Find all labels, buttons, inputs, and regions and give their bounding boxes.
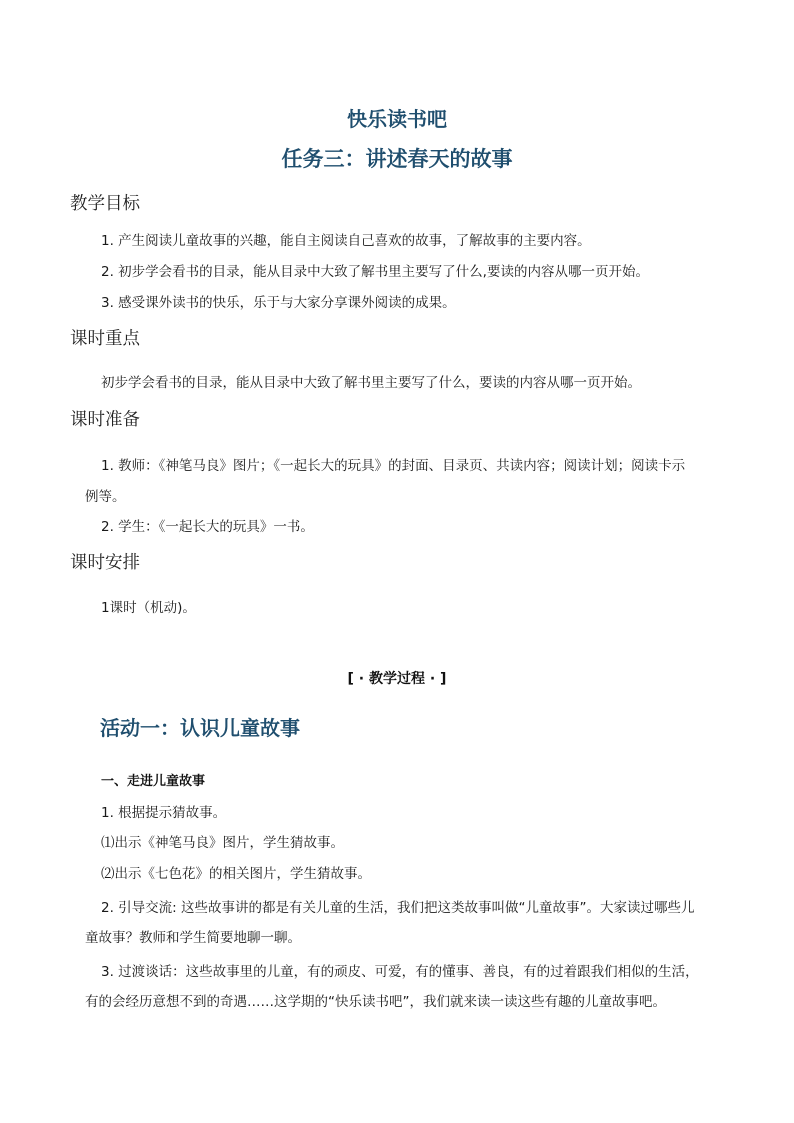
- prep-item: 1. 教师：《神笔马良》图片；《一起长大的玩具》的封面、目录页、共读内容；阅读计划；阅读卡示: [101, 458, 686, 474]
- process-line: 1. 根据提示猜故事。: [101, 805, 227, 821]
- prep-item: 2. 学生：《一起长大的玩具》一书。: [101, 519, 314, 535]
- focus-heading: 课时重点: [70, 329, 140, 349]
- focus-text: 初步学会看书的目录，能从目录中大致了解书里主要写了什么，要读的内容从哪一页开始。: [101, 375, 641, 391]
- goal-item: 1. 产生阅读儿童故事的兴趣，能自主阅读自己喜欢的故事，了解故事的主要内容。: [101, 233, 591, 249]
- goal-item: 2. 初步学会看书的目录，能从目录中大致了解书里主要写了什么,要读的内容从哪一页开始。: [101, 264, 649, 280]
- schedule-heading: 课时安排: [70, 553, 140, 573]
- process-title: [ · 教学过程 · ]: [347, 671, 447, 687]
- process-line-continued: 童故事？教师和学生简要地聊一聊。: [85, 930, 301, 946]
- goal-item: 3. 感受课外读书的快乐，乐于与大家分享课外阅读的成果。: [101, 295, 456, 311]
- page-subtitle: 任务三：讲述春天的故事: [281, 147, 513, 171]
- page-title: 快乐读书吧: [347, 107, 447, 131]
- process-line: 3. 过渡谈话：这些故事里的儿童，有的顽皮、可爱，有的懂事、善良，有的过着跟我们相似的生活，: [101, 964, 699, 980]
- process-line: 2. 引导交流: 这些故事讲的都是有关儿童的生活，我们把这类故事叫做“儿童故事”。大家读过哪些儿: [101, 900, 695, 916]
- goals-heading: 教学目标: [70, 194, 140, 214]
- activity-title: 活动一：认识儿童故事: [100, 716, 300, 740]
- prep-heading: 课时准备: [70, 410, 140, 430]
- prep-item-continued: 例等。: [85, 489, 126, 505]
- process-line: ⑴出示《神笔马良》图片，学生猜故事。: [101, 835, 344, 851]
- process-line-continued: 有的会经历意想不到的奇遇……这学期的“快乐读书吧”，我们就来读一读这些有趣的儿童故事吧。: [85, 994, 666, 1010]
- schedule-text: 1课时（机动)。: [101, 600, 196, 616]
- process-line: ⑵出示《七色花》的相关图片，学生猜故事。: [101, 866, 371, 882]
- section-title: 一、走进儿童故事: [101, 774, 206, 789]
